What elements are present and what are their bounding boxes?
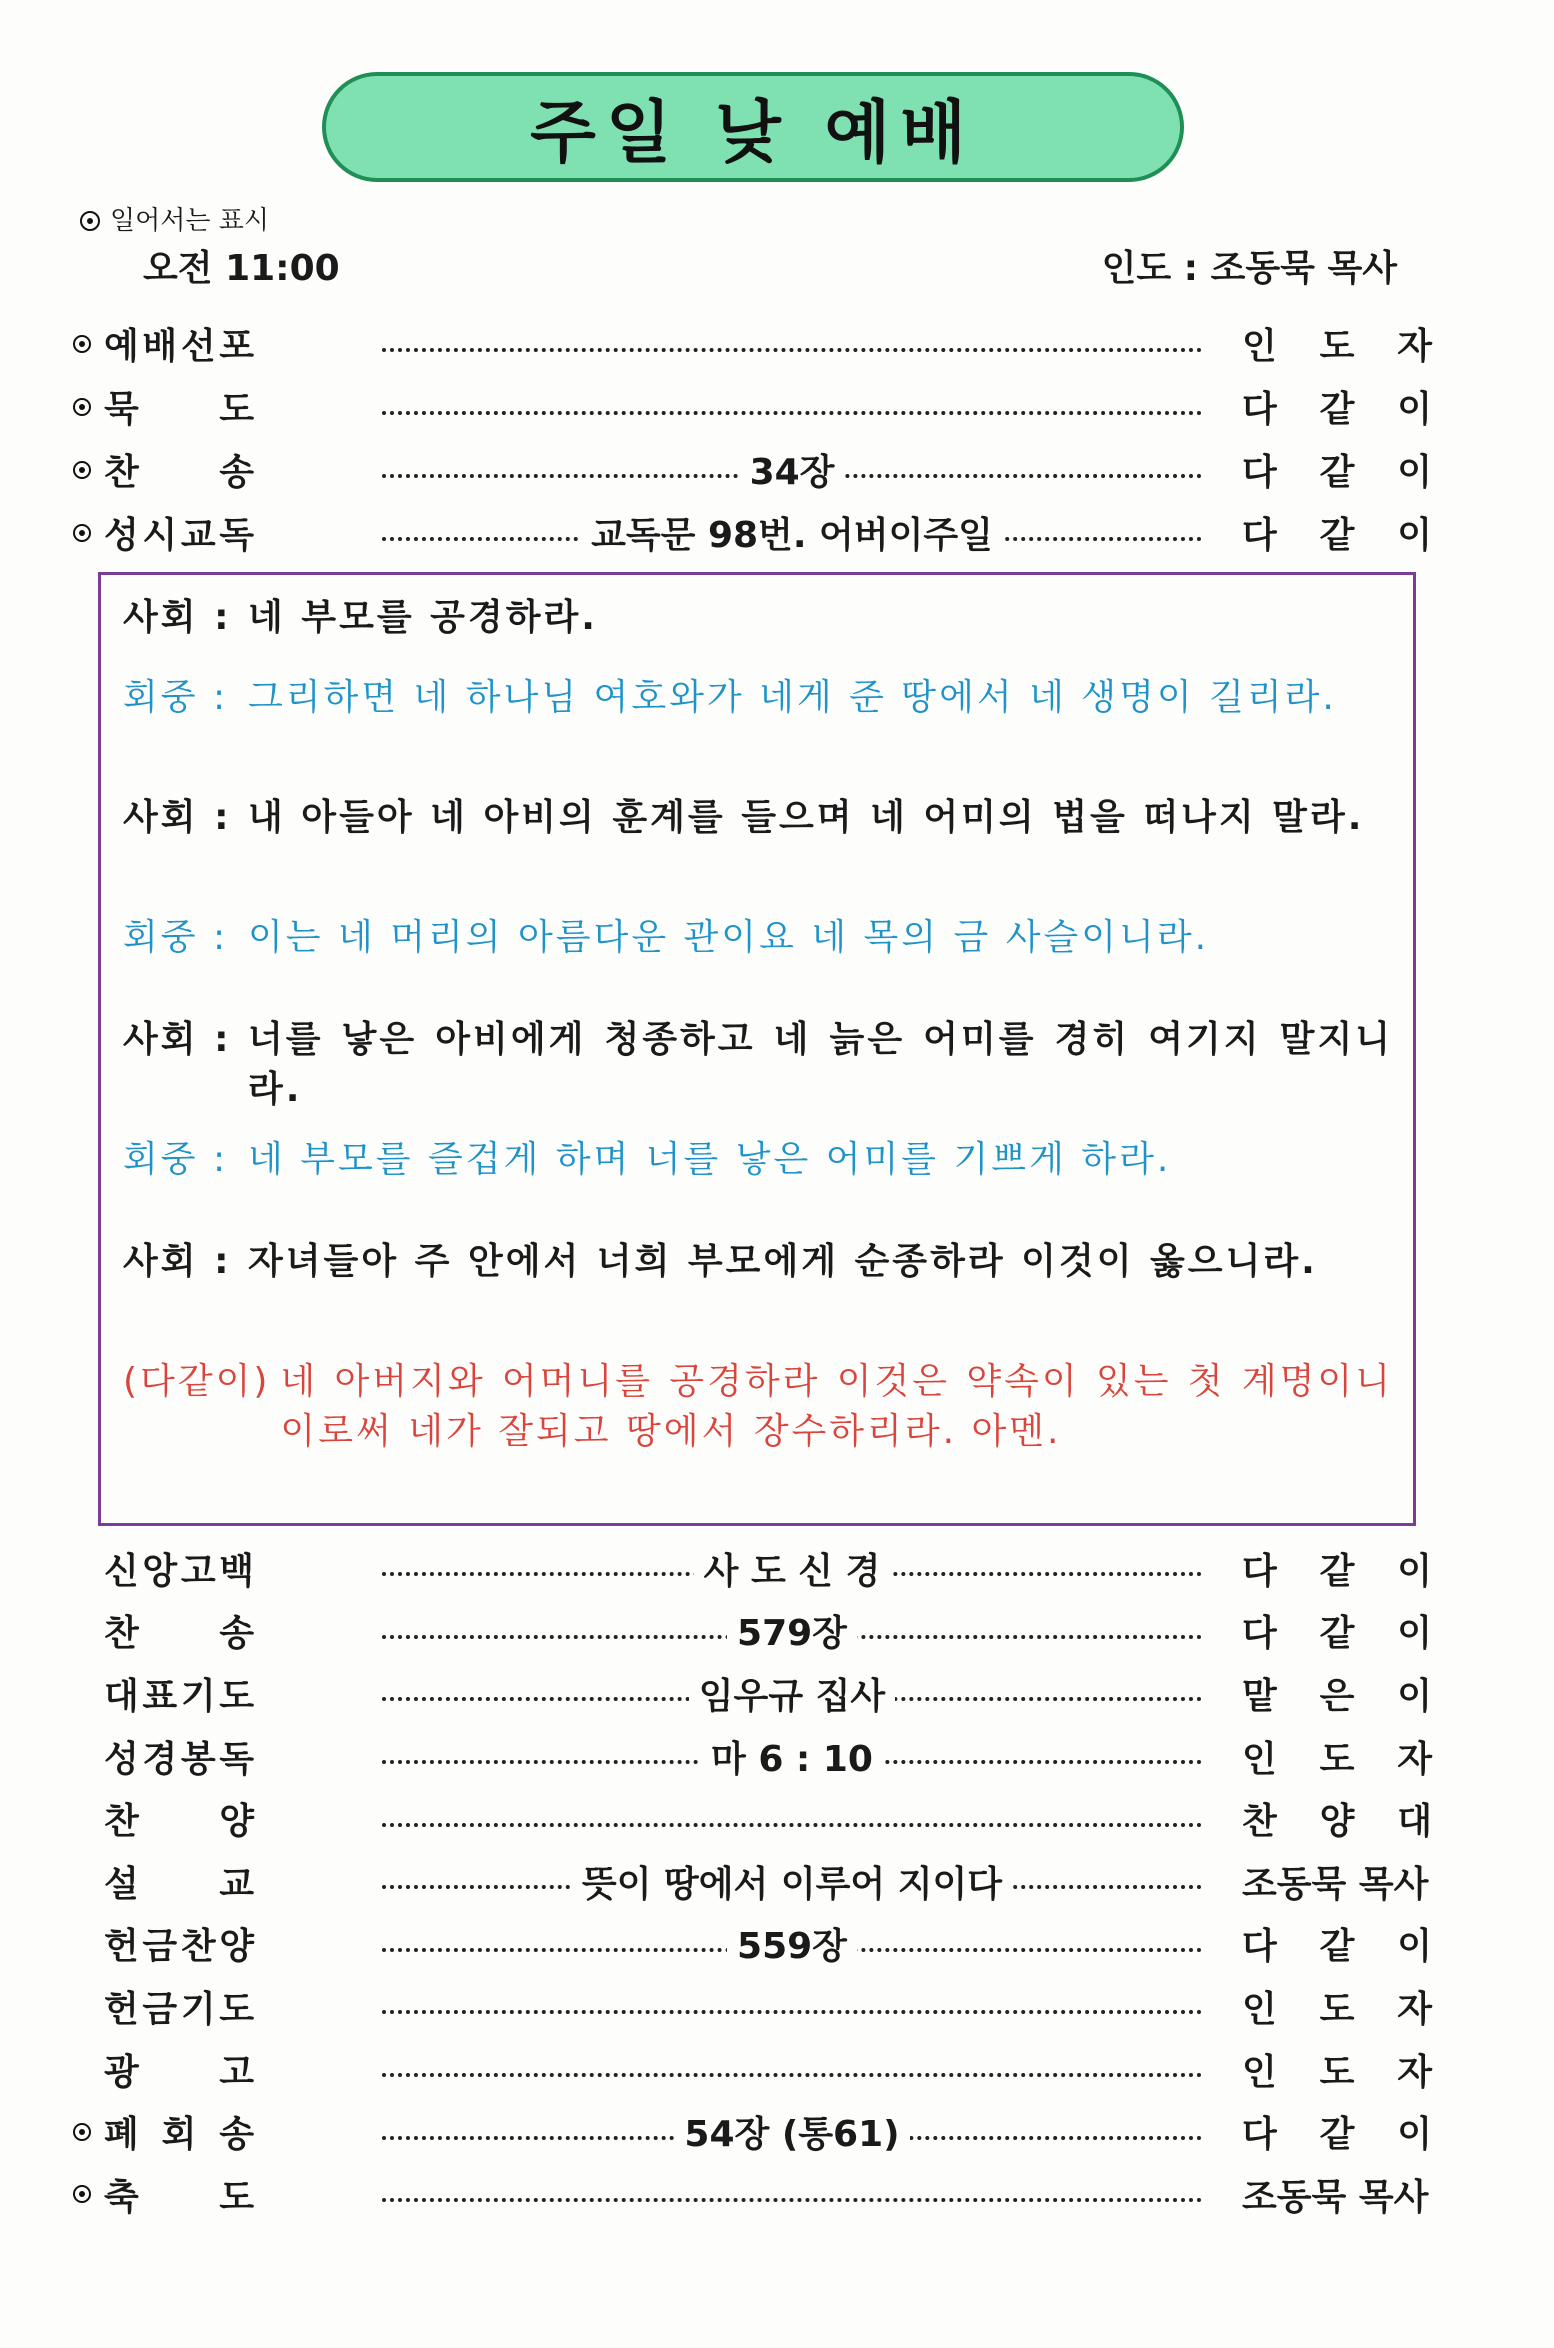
page-title: 주일 낮 예배 (530, 93, 976, 173)
reading-speaker: 사회 : (123, 797, 232, 838)
item-name-char: 선 (180, 326, 216, 367)
item-name-char: 도 (219, 2176, 254, 2218)
standing-mark-icon (73, 461, 91, 479)
standing-legend (80, 200, 269, 237)
item-responsible-char: 도 (1319, 1738, 1355, 1780)
order-row (60, 1600, 1460, 1663)
item-name-char: 양 (219, 1801, 254, 1843)
item-name (104, 381, 254, 432)
item-responsible (1242, 2163, 1432, 2226)
item-name (104, 318, 254, 369)
reading-text: 네 부모를 공경하라. (248, 597, 598, 638)
reading-text: 네 부모를 즐겁게 하며 너를 낳은 어미를 기쁘게 하라. (248, 1139, 1172, 1180)
item-responsible-char: 이 (1397, 452, 1432, 493)
reading-text: 자녀들아 주 안에서 너희 부모에게 순종하라 이것이 옳으니라. (248, 1241, 1318, 1282)
reading-speaker: 사회 : (123, 597, 232, 638)
item-responsible-char: 같 (1319, 452, 1355, 493)
item-name-char: 도 (219, 1988, 254, 2030)
item-name-char: 송 (219, 1613, 254, 1655)
item-responsible-char: 자 (1397, 1738, 1432, 1780)
item-responsible (1242, 501, 1432, 564)
item-name-char: 양 (219, 1926, 254, 1968)
item-name (104, 1605, 254, 1656)
item-responsible-char: 다 (1242, 2114, 1277, 2156)
item-name-char: 기 (180, 1988, 216, 2030)
service-leader: 인도 : 조동묵 목사 (1101, 248, 1397, 289)
dot-leader (382, 2198, 1202, 2202)
item-responsible-char: 맡 (1242, 1675, 1277, 1717)
order-row (60, 438, 1460, 501)
item-responsible (1242, 1850, 1432, 1913)
item-name-char: 헌 (104, 1988, 139, 2030)
responsive-reading-box (98, 572, 1416, 1526)
item-detail: 579장 (727, 1605, 857, 1656)
item-responsible-char: 자 (1397, 2051, 1432, 2093)
item-name-char: 묵 (104, 389, 139, 430)
item-detail-wrap (382, 1850, 1202, 1913)
item-name-char: 회 (161, 2114, 197, 2156)
item-name-char: 앙 (142, 1550, 178, 1592)
dot-leader (382, 2073, 1202, 2077)
item-responsible-char: 다 (1242, 1550, 1277, 1592)
item-name-char: 송 (219, 452, 254, 493)
item-responsible-char: 도 (1319, 2051, 1355, 2093)
item-responsible-char: 은 (1319, 1675, 1355, 1717)
item-responsible-char: 조동묵 목사 (1242, 1863, 1429, 1905)
row-mark (60, 524, 104, 542)
item-name-char: 송 (219, 2114, 254, 2156)
item-name (104, 1731, 254, 1782)
item-detail: 마 6 : 10 (701, 1731, 883, 1782)
item-name (104, 2169, 254, 2220)
item-responsible-char: 이 (1397, 389, 1432, 430)
item-responsible-char: 조동묵 목사 (1242, 2176, 1429, 2218)
order-row (60, 1787, 1460, 1850)
item-responsible-char: 이 (1397, 515, 1432, 556)
item-responsible (1242, 2038, 1432, 2101)
reading-line (123, 913, 1393, 963)
item-name-char: 시 (142, 515, 178, 556)
title-banner (322, 72, 1184, 182)
item-responsible-char: 이 (1397, 1550, 1432, 1592)
reading-speaker: 회중 : (123, 1139, 229, 1180)
order-row (60, 375, 1460, 438)
item-responsible-char: 이 (1397, 1613, 1432, 1655)
item-detail-wrap (382, 1537, 1202, 1600)
item-name-char: 찬 (104, 1801, 139, 1843)
order-row (60, 2163, 1460, 2226)
order-row (60, 1913, 1460, 1976)
item-detail-wrap (382, 438, 1202, 501)
item-name-char: 백 (219, 1550, 254, 1592)
dot-leader (382, 348, 1202, 352)
reading-speaker: 사회 : (123, 1241, 232, 1282)
item-responsible-char: 이 (1397, 1675, 1432, 1717)
item-name (104, 1918, 254, 1969)
item-name-char: 도 (219, 389, 254, 430)
item-name-char: 기 (180, 1675, 216, 1717)
item-detail: 54장 (통61) (674, 2106, 909, 2157)
item-name (104, 1981, 254, 2032)
item-name (104, 507, 254, 558)
reading-speaker: 회중 : (123, 677, 229, 718)
order-row (60, 2038, 1460, 2101)
item-detail: 559장 (727, 1918, 857, 1969)
item-name-char: 광 (104, 2051, 139, 2093)
item-responsible (1242, 438, 1432, 501)
standing-mark-icon (73, 2123, 91, 2141)
reading-line (123, 673, 1393, 723)
item-responsible (1242, 1600, 1432, 1663)
item-name-char: 축 (104, 2176, 139, 2218)
standing-mark-icon (73, 524, 91, 542)
standing-mark-icon (73, 2185, 91, 2203)
item-responsible-char: 다 (1242, 1926, 1277, 1968)
item-responsible (1242, 1537, 1432, 1600)
item-responsible-char: 인 (1242, 1738, 1277, 1780)
item-detail: 34장 (740, 444, 845, 495)
item-name-char: 독 (219, 515, 254, 556)
item-name-char: 포 (219, 326, 254, 367)
item-name-char: 찬 (104, 1613, 139, 1655)
item-responsible-char: 이 (1397, 2114, 1432, 2156)
item-responsible (1242, 1975, 1432, 2038)
reading-line (123, 1237, 1393, 1287)
item-responsible-char: 같 (1319, 1926, 1355, 1968)
item-responsible (1242, 375, 1432, 438)
reading-line (123, 793, 1393, 843)
item-detail: 교독문 98번. 어버이주일 (581, 507, 1003, 558)
item-detail: 임우규 집사 (689, 1668, 895, 1719)
item-responsible-char: 다 (1242, 1613, 1277, 1655)
item-name-char: 금 (142, 1926, 178, 1968)
item-responsible-char: 같 (1319, 515, 1355, 556)
item-detail-wrap (382, 1913, 1202, 1976)
item-detail: 뜻이 땅에서 이루어 지이다 (572, 1856, 1012, 1907)
dot-leader (382, 411, 1202, 415)
standing-mark-icon (73, 335, 91, 353)
item-name-char: 대 (104, 1675, 139, 1717)
item-responsible-char: 같 (1319, 389, 1355, 430)
item-responsible-char: 자 (1397, 1988, 1432, 2030)
order-of-service-bottom (60, 1537, 1460, 2226)
item-detail-wrap (382, 501, 1202, 564)
item-name-char: 성 (104, 1738, 139, 1780)
item-name-char: 찬 (104, 452, 139, 493)
item-detail-wrap (382, 1662, 1202, 1725)
item-responsible (1242, 1725, 1432, 1788)
item-name (104, 2044, 254, 2095)
row-mark (60, 461, 104, 479)
item-responsible-char: 같 (1319, 1550, 1355, 1592)
item-responsible-char: 다 (1242, 452, 1277, 493)
item-responsible-char: 인 (1242, 326, 1277, 367)
item-name (104, 2106, 254, 2157)
order-row (60, 1850, 1460, 1913)
item-name (104, 1543, 254, 1594)
item-name-char: 고 (219, 2051, 254, 2093)
item-responsible-char: 다 (1242, 515, 1277, 556)
order-row (60, 1537, 1460, 1600)
row-mark (60, 398, 104, 416)
standing-mark-icon (80, 211, 100, 231)
item-name (104, 444, 254, 495)
order-of-service-top (60, 312, 1460, 564)
reading-speaker: 사회 : (123, 1019, 232, 1060)
item-responsible (1242, 1662, 1432, 1725)
item-name-char: 설 (104, 1863, 139, 1905)
item-name-char: 표 (142, 1675, 178, 1717)
item-name-char: 고 (180, 1550, 216, 1592)
item-name (104, 1668, 254, 1719)
item-name-char: 헌 (104, 1926, 139, 1968)
item-responsible-char: 같 (1319, 1613, 1355, 1655)
service-time: 오전 11:00 (143, 248, 340, 289)
order-row (60, 1725, 1460, 1788)
reading-line (123, 1015, 1393, 1115)
dot-leader (382, 1823, 1202, 1827)
item-responsible-char: 인 (1242, 2051, 1277, 2093)
item-name-char: 배 (142, 326, 178, 367)
reading-text: 내 아들아 네 아비의 훈계를 들으며 네 어미의 법을 떠나지 말라. (248, 797, 1365, 838)
item-detail: 사 도 신 경 (694, 1543, 891, 1594)
item-responsible-char: 자 (1397, 326, 1432, 367)
dot-leader (382, 2010, 1202, 2014)
item-responsible (1242, 1913, 1432, 1976)
item-responsible (1242, 2100, 1432, 2163)
reading-text: 너를 낳은 아비에게 청종하고 네 늙은 어미를 경히 여기지 말지니라. (248, 1019, 1393, 1110)
reading-speaker: 회중 : (123, 917, 229, 958)
item-responsible-char: 도 (1319, 326, 1355, 367)
item-responsible-char: 인 (1242, 1988, 1277, 2030)
reading-text: 이는 네 머리의 아름다운 관이요 네 목의 금 사슬이니라. (248, 917, 1210, 958)
reading-line (123, 1135, 1393, 1185)
item-responsible (1242, 312, 1432, 375)
item-responsible-char: 대 (1397, 1801, 1432, 1843)
item-name-char: 경 (142, 1738, 178, 1780)
item-name (104, 1856, 254, 1907)
item-responsible-char: 다 (1242, 389, 1277, 430)
order-row (60, 501, 1460, 564)
item-detail-wrap (382, 1600, 1202, 1663)
item-responsible-char: 도 (1319, 1988, 1355, 2030)
item-name-char: 도 (219, 1675, 254, 1717)
item-responsible-char: 같 (1319, 2114, 1355, 2156)
item-name-char: 성 (104, 515, 139, 556)
item-responsible-char: 이 (1397, 1926, 1432, 1968)
order-row (60, 1662, 1460, 1725)
item-name-char: 봉 (180, 1738, 216, 1780)
reading-line (123, 593, 1393, 643)
item-detail-wrap (382, 1725, 1202, 1788)
item-name-char: 독 (219, 1738, 254, 1780)
legend-label: 일어서는 표시 (110, 206, 269, 236)
row-mark (60, 2123, 104, 2141)
reading-text: 네 아버지와 어머니를 공경하라 이것은 약속이 있는 첫 계명이니 이로써 네가 잘되고 땅에서 장수하리라. 아멘. (280, 1361, 1393, 1452)
reading-speaker: (다같이) (123, 1361, 271, 1402)
item-name-char: 폐 (104, 2114, 139, 2156)
order-row (60, 2100, 1460, 2163)
item-name-char: 교 (219, 1863, 254, 1905)
row-mark (60, 2185, 104, 2203)
item-name-char: 예 (104, 326, 139, 367)
standing-mark-icon (73, 398, 91, 416)
item-name-char: 찬 (180, 1926, 216, 1968)
item-responsible (1242, 1787, 1432, 1850)
item-responsible-char: 찬 (1242, 1801, 1277, 1843)
order-row (60, 1975, 1460, 2038)
item-detail-wrap (382, 2100, 1202, 2163)
item-responsible-char: 양 (1319, 1801, 1355, 1843)
row-mark (60, 335, 104, 353)
item-name-char: 금 (142, 1988, 178, 2030)
item-name (104, 1793, 254, 1844)
reading-line (123, 1357, 1393, 1457)
order-row (60, 312, 1460, 375)
reading-text: 그리하면 네 하나님 여호와가 네게 준 땅에서 네 생명이 길리라. (248, 677, 1337, 718)
item-name-char: 교 (180, 515, 216, 556)
item-name-char: 신 (104, 1550, 139, 1592)
